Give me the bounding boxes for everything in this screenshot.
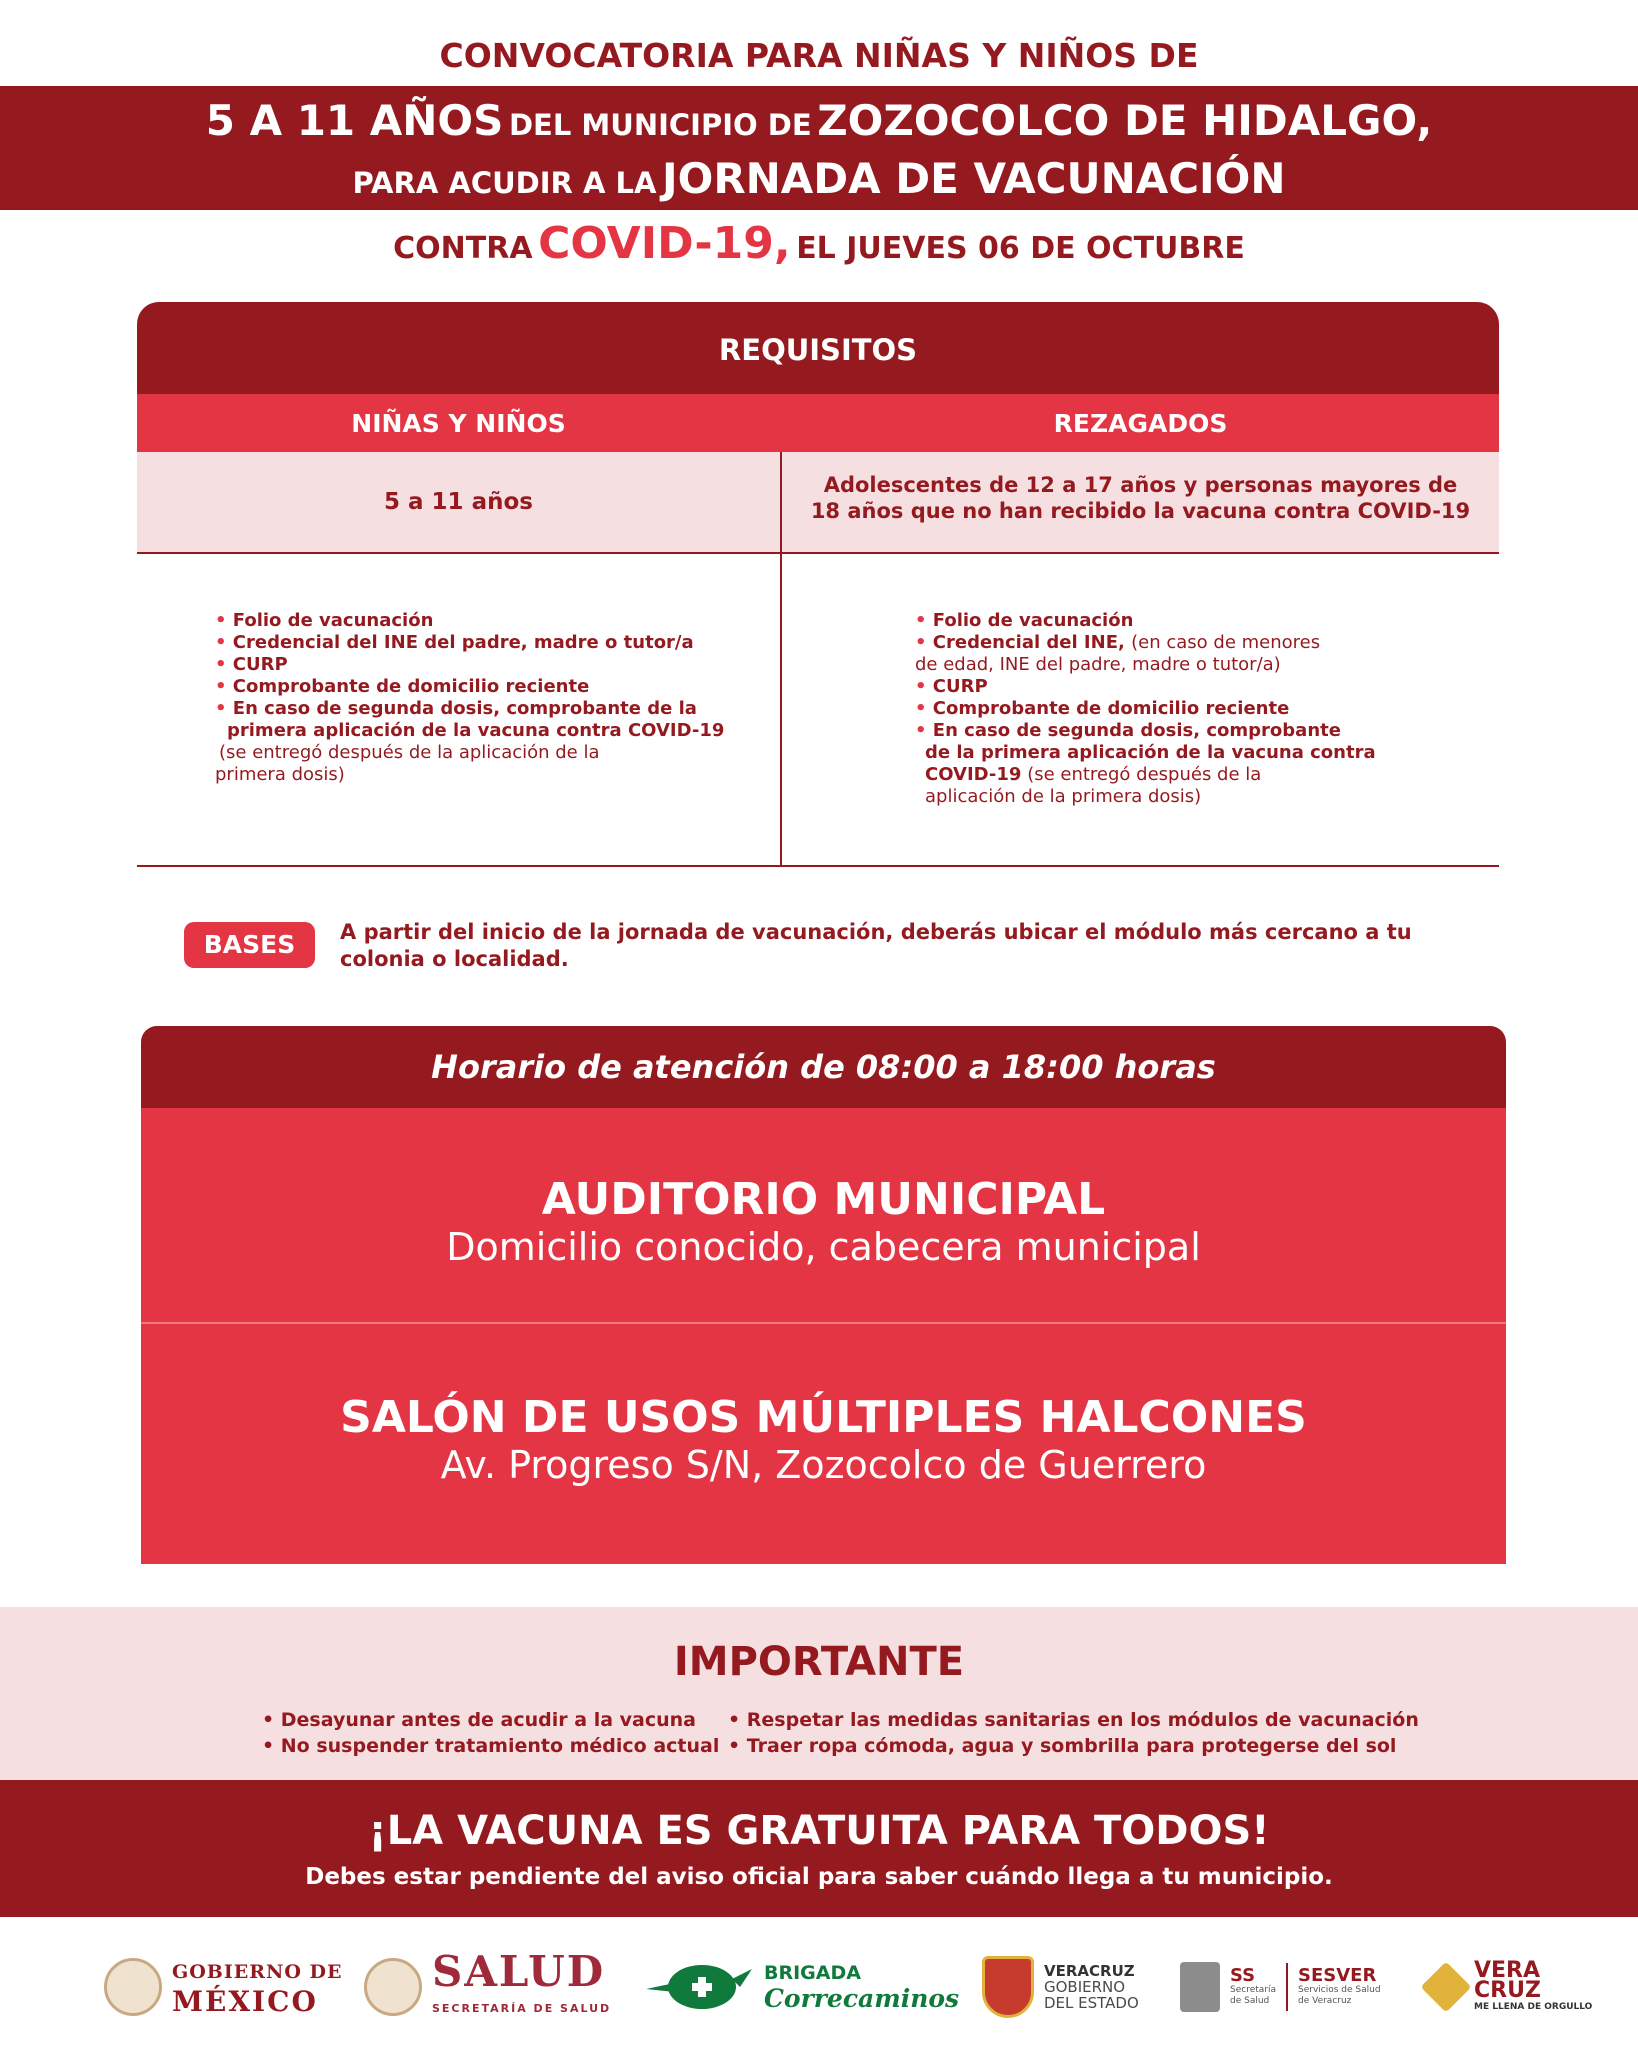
- list-item-continuation: [915, 764, 1376, 786]
- logo-strip: [0, 1940, 1638, 2040]
- sesver-text: [1298, 1967, 1381, 2007]
- vc-text-3: ME LLENA DE ORGULLO: [1474, 2002, 1593, 2012]
- roadrunner-icon: [644, 1959, 754, 2015]
- veracruz-text: [1044, 1963, 1139, 2011]
- important-title: IMPORTANTE: [673, 1639, 965, 1685]
- veracruz-text-2: GOBIERNO: [1044, 1978, 1126, 1996]
- list-item: • Credencial del INE del padre, madre o tutor/a: [215, 632, 724, 654]
- divider: [1286, 1963, 1288, 2011]
- divider: [137, 552, 1499, 554]
- free-vaccine-band: [0, 1780, 1638, 1917]
- salud-text-2: SECRETARÍA DE SALUD: [432, 2002, 612, 2015]
- bases-text-line-1: A partir del inicio de la jornada de vacunación, deberás ubicar el módulo más cercano a tu: [340, 920, 1412, 944]
- covid-label: COVID-19,: [538, 218, 791, 269]
- list-item: • No suspender tratamiento médico actual: [262, 1733, 719, 1759]
- list-item: • Comprobante de domicilio reciente: [915, 698, 1376, 720]
- national-seal-icon: [364, 1958, 422, 2016]
- list-item: • Folio de vacunación: [915, 610, 1376, 632]
- venue-address: Av. Progreso S/N, Zozocolco de Guerrero: [440, 1443, 1207, 1487]
- vc-text-2: CRUZ: [1474, 1978, 1541, 2003]
- age-right: [782, 472, 1499, 524]
- ss-text-1: SS: [1230, 1965, 1256, 1986]
- list-item: • Respetar las medidas sanitarias en los módulos de vacunación: [728, 1707, 1419, 1733]
- list-item-bold: COVID-19: [925, 764, 1022, 785]
- sesver-text-2: Servicios de Salud: [1298, 1985, 1381, 1995]
- gm-text-1: GOBIERNO DE: [172, 1961, 343, 1983]
- veracruz-text-1: VERACRUZ: [1044, 1962, 1135, 1980]
- event-name: JORNADA DE VACUNACIÓN: [661, 154, 1286, 203]
- list-item: • Traer ropa cómoda, agua y sombrilla para protegerse del sol: [728, 1733, 1419, 1759]
- ss-text-3: de Salud: [1230, 1996, 1270, 2006]
- salud-text: [432, 1947, 612, 2024]
- title-line-4: [0, 218, 1638, 269]
- national-seal-icon: [104, 1958, 162, 2016]
- venue-card: [141, 1324, 1506, 1564]
- municipality: ZOZOCOLCO DE HIDALGO,: [817, 96, 1433, 145]
- list-item: • Desayunar antes de acudir a la vacuna: [262, 1707, 719, 1733]
- left-requirements: [215, 610, 724, 786]
- gm-text-2: MÉXICO: [172, 1985, 318, 2018]
- col-header-ninos: NIÑAS Y NIÑOS: [351, 409, 566, 438]
- list-item: • En caso de segunda dosis, comprobante: [915, 720, 1376, 742]
- brigada-text-1: BRIGADA: [764, 1962, 861, 1984]
- knot-icon: [1421, 1962, 1472, 2013]
- list-note: (se entregó después de la aplicación de la: [219, 742, 600, 763]
- column-divider: [780, 452, 782, 867]
- ss-text-2: Secretaría: [1230, 1985, 1276, 1995]
- list-item-continuation: de la primera aplicación de la vacuna contra: [925, 742, 1376, 763]
- list-item: • Comprobante de domicilio reciente: [215, 676, 724, 698]
- veracruz-orgullo-logo: [1428, 1952, 1592, 2022]
- salud-logo: [364, 1947, 612, 2022]
- title-line-1: CONVOCATORIA PARA NIÑAS Y NIÑOS DE: [439, 36, 1199, 75]
- venue-address: Domicilio conocido, cabecera municipal: [446, 1225, 1201, 1269]
- list-item-bold: Credencial del INE,: [932, 632, 1125, 653]
- requisitos-table: [137, 302, 1499, 867]
- age-left: 5 a 11 años: [384, 489, 533, 515]
- castle-icon: [1180, 1962, 1220, 2012]
- brigada-text-2: Correcaminos: [764, 1984, 960, 2013]
- title-band: [0, 86, 1638, 210]
- gm-text: [172, 1957, 343, 2017]
- list-item: • CURP: [915, 676, 1376, 698]
- venue-card: [141, 1108, 1506, 1322]
- important-list-right: [728, 1707, 1419, 1759]
- list-item-continuation: primera aplicación de la vacuna contra COVID-19: [227, 720, 725, 741]
- vc-text: [1474, 1958, 1593, 2013]
- bases-badge: BASES: [184, 922, 315, 968]
- salud-text-1: SALUD: [432, 1947, 606, 1996]
- age-right-line-2: 18 años que no han recibido la vacuna contra COVID-19: [810, 499, 1471, 523]
- bases-text-line-2: colonia o localidad.: [340, 947, 569, 971]
- list-item: • En caso de segunda dosis, comprobante de la: [215, 698, 724, 720]
- list-note: aplicación de la primera dosis): [925, 786, 1202, 807]
- list-note: (en caso de menores: [1131, 632, 1321, 653]
- brigada-text: [764, 1961, 959, 2013]
- important-section: [0, 1607, 1638, 1780]
- gobierno-mexico-logo: [104, 1952, 343, 2022]
- requisitos-subheader: [137, 394, 1499, 452]
- free-vaccine-subtext: Debes estar pendiente del aviso oficial para saber cuándo llega a tu municipio.: [305, 1864, 1333, 1890]
- list-item: • CURP: [215, 654, 724, 676]
- col-header-rezagados: REZAGADOS: [1053, 409, 1228, 438]
- ss-sesver-logo: [1180, 1952, 1381, 2022]
- title-line-3: [0, 154, 1638, 203]
- age-right-line-1: Adolescentes de 12 a 17 años y personas mayores de: [823, 473, 1458, 497]
- age-range: 5 A 11 AÑOS: [205, 96, 504, 145]
- sesver-text-1: SESVER: [1298, 1965, 1377, 1986]
- divider: [137, 865, 1499, 867]
- contra-label: CONTRA: [393, 231, 533, 266]
- sesver-text-3: de Veracruz: [1298, 1996, 1352, 2006]
- list-item: [915, 632, 1376, 654]
- age-row: [137, 452, 1499, 552]
- venue-name: AUDITORIO MUNICIPAL: [541, 1174, 1106, 1225]
- list-note: primera dosis): [215, 764, 345, 785]
- requisitos-title: REQUISITOS: [137, 302, 1499, 394]
- list-item: • Folio de vacunación: [215, 610, 724, 632]
- important-list-left: [262, 1707, 719, 1759]
- title-line-2: [0, 96, 1638, 145]
- title-connector: DEL MUNICIPIO DE: [508, 108, 812, 142]
- list-note: de edad, INE del padre, madre o tutor/a): [915, 654, 1281, 675]
- vc-text-1: VERA: [1474, 1958, 1541, 1983]
- right-requirements: [915, 610, 1376, 808]
- ss-text: [1230, 1967, 1276, 2007]
- veracruz-gobierno-logo: [982, 1952, 1139, 2022]
- free-vaccine-headline: ¡LA VACUNA ES GRATUITA PARA TODOS!: [368, 1808, 1270, 1854]
- title-connector-2: PARA ACUDIR A LA: [352, 166, 657, 200]
- bases-text: [340, 919, 1470, 973]
- veracruz-text-3: DEL ESTADO: [1044, 1994, 1139, 2012]
- venue-name: SALÓN DE USOS MÚLTIPLES HALCONES: [340, 1392, 1307, 1443]
- opening-hours: Horario de atención de 08:00 a 18:00 horas: [141, 1026, 1506, 1108]
- veracruz-shield-icon: [982, 1956, 1034, 2018]
- brigada-correcaminos-logo: [644, 1952, 959, 2022]
- list-note: (se entregó después de la: [1027, 764, 1262, 785]
- event-date: EL JUEVES 06 DE OCTUBRE: [796, 231, 1245, 266]
